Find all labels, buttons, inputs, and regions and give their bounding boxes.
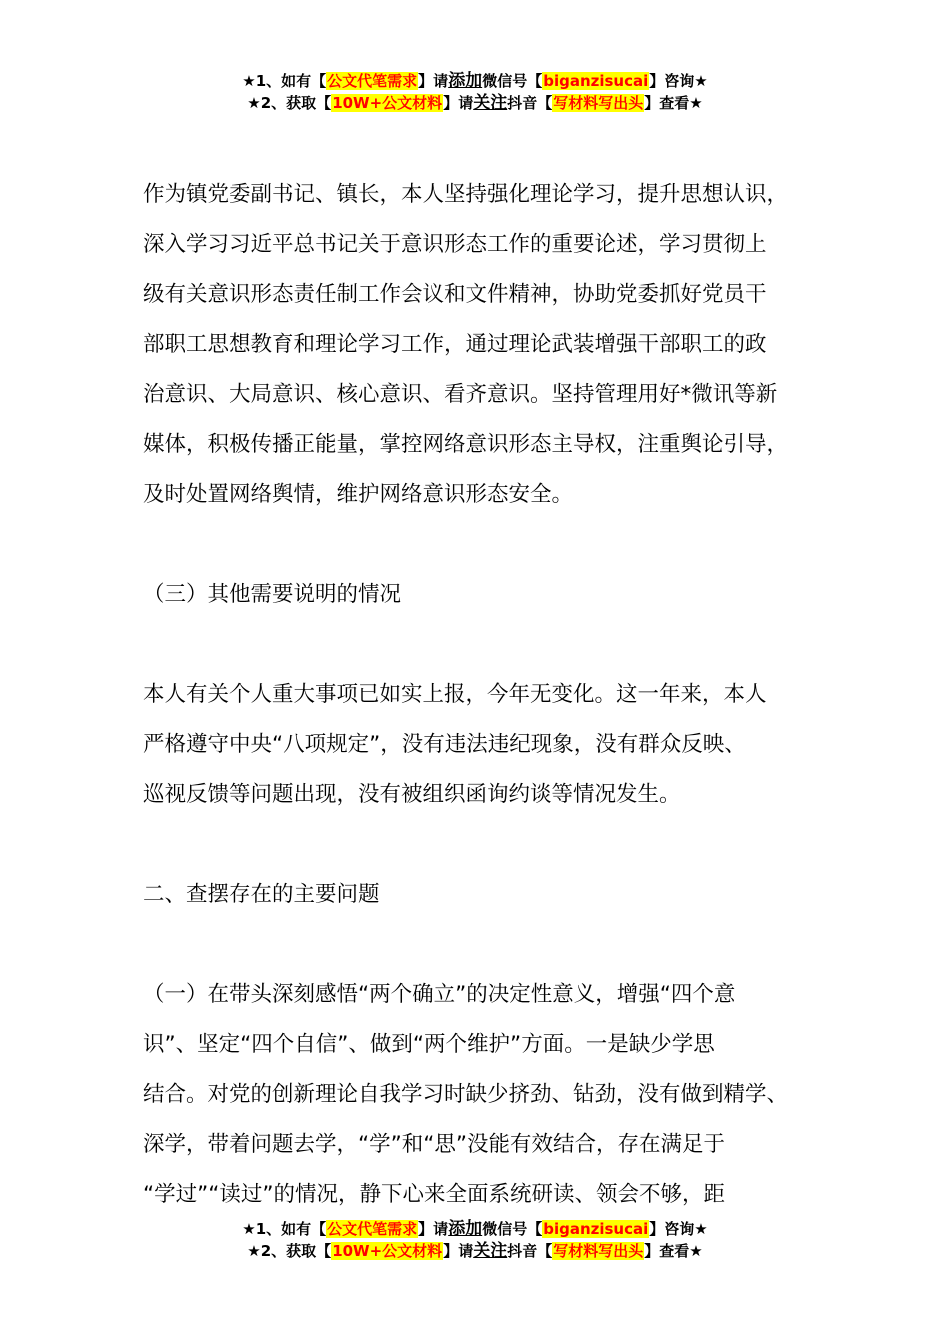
text-line: 深入学习习近平总书记关于意识形态工作的重要论述，学习贯彻上 [143,232,767,257]
banner-text: 】请 [418,1220,449,1238]
heading-other-matters: （三）其他需要说明的情况 [143,582,402,607]
banner-emphasis: 添加 [448,1219,483,1239]
banner-emphasis: 关注 [473,1241,508,1261]
text-line: 识”、坚定“四个自信”、做到“两个维护”方面。一是缺少学思 [143,1032,715,1057]
banner-text: 】查看★ [644,94,703,112]
text-line: 作为镇党委副书记、镇长，本人坚持强化理论学习，提升思想认识， [143,182,789,207]
banner-highlight: 10W+公文材料 [332,94,443,112]
text-line: 部职工思想教育和理论学习工作，通过理论武装增强干部职工的政 [143,332,767,357]
text-line: 治意识、大局意识、核心意识、看齐意识。坚持管理用好*微讯等新 [143,382,778,407]
text-line: 媒体，积极传播正能量，掌控网络意识形态主导权，注重舆论引导， [143,432,789,457]
banner-text: ★2、获取【 [247,1242,332,1260]
banner-highlight: 公文代笔需求 [327,72,418,90]
banner-text: ★1、如有【 [242,72,327,90]
paragraph-1 [143,170,843,520]
text-line: 巡视反馈等问题出现，没有被组织函询约谈等情况发生。 [143,782,681,807]
banner-text: ★2、获取【 [247,94,332,112]
heading-section-2: 二、查摆存在的主要问题 [143,882,380,907]
banner-line-1 [0,1218,950,1240]
banner-highlight: 写材料写出头 [553,94,644,112]
top-banner [0,70,950,114]
banner-line-1 [0,70,950,92]
banner-highlight: 公文代笔需求 [327,1220,418,1238]
text-line: （一）在带头深刻感悟“两个确立”的决定性意义，增强“四个意 [143,982,736,1007]
text-line: 结合。对党的创新理论自我学习时缺少挤劲、钻劲，没有做到精学、 [143,1082,789,1107]
text-line: 本人有关个人重大事项已如实上报，今年无变化。这一年来，本人 [143,682,767,707]
banner-line-2 [0,1240,950,1262]
paragraph-2 [143,670,843,820]
banner-text: 】查看★ [644,1242,703,1260]
text-line: “学过”“读过”的情况，静下心来全面系统研读、领会不够，距 [143,1182,726,1207]
document-body [143,170,843,1220]
banner-highlight: biganzisucai [543,72,649,90]
banner-line-2 [0,92,950,114]
text-line: 及时处置网络舆情，维护网络意识形态安全。 [143,482,574,507]
banner-text: 】咨询★ [649,72,708,90]
banner-text: 】请 [443,94,474,112]
banner-text: 】请 [418,72,449,90]
banner-text: 抖音【 [507,1242,553,1260]
banner-text: 】请 [443,1242,474,1260]
banner-emphasis: 添加 [448,71,483,91]
bottom-banner [0,1218,950,1262]
banner-text: 抖音【 [507,94,553,112]
banner-highlight: 10W+公文材料 [332,1242,443,1260]
banner-text: 】咨询★ [649,1220,708,1238]
banner-text: 微信号【 [482,1220,543,1238]
text-line: 深学，带着问题去学，“学”和“思”没能有效结合，存在满足于 [143,1132,726,1157]
banner-text: 微信号【 [482,72,543,90]
banner-highlight: 写材料写出头 [553,1242,644,1260]
text-line: 级有关意识形态责任制工作会议和文件精神，协助党委抓好党员干 [143,282,767,307]
banner-emphasis: 关注 [473,93,508,113]
paragraph-3 [143,970,843,1220]
banner-text: ★1、如有【 [242,1220,327,1238]
banner-highlight: biganzisucai [543,1220,649,1238]
text-line: 严格遵守中央“八项规定”，没有违法违纪现象，没有群众反映、 [143,732,746,757]
